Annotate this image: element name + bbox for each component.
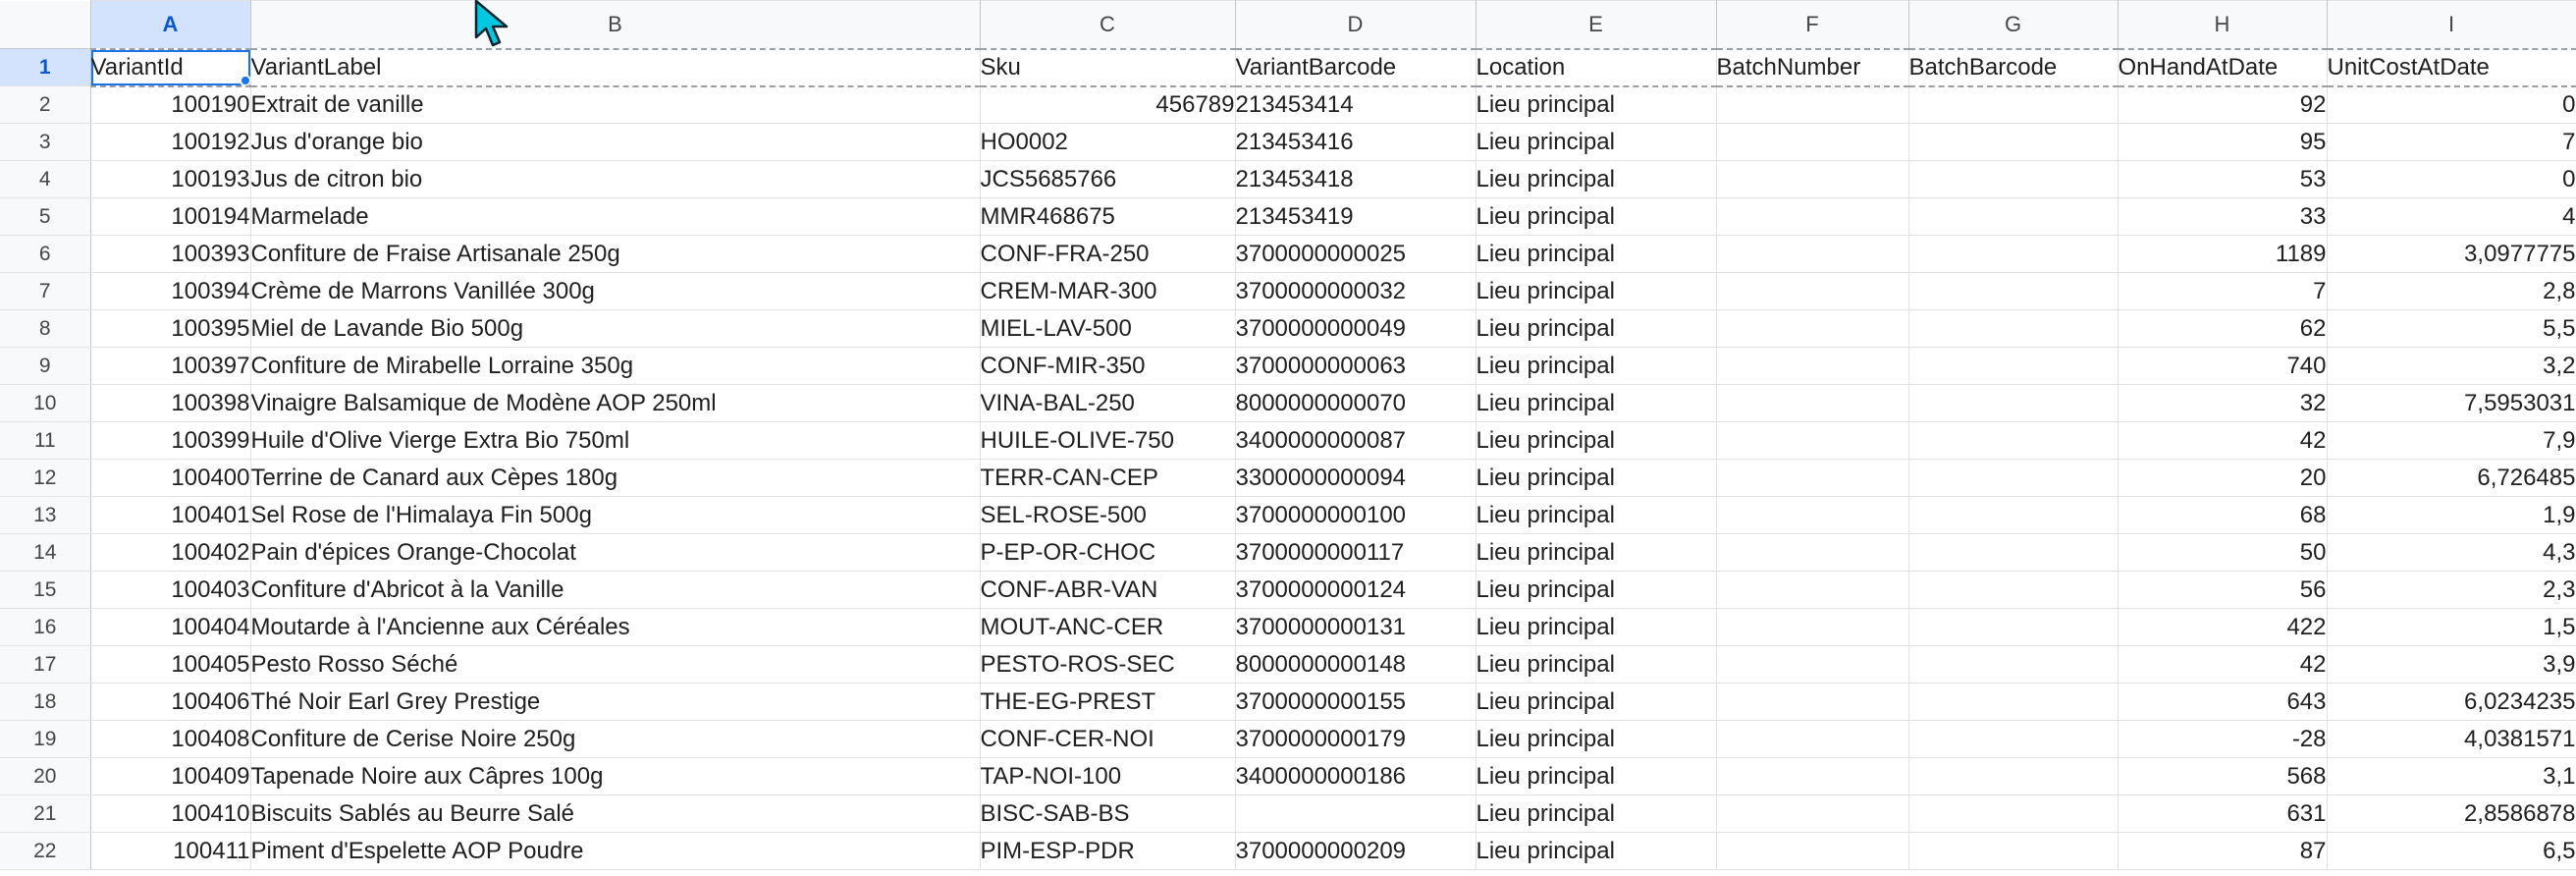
cell-e20[interactable]: Lieu principal bbox=[1476, 758, 1716, 795]
cell-b19[interactable]: Confiture de Cerise Noire 250g bbox=[250, 721, 980, 758]
cell-c3[interactable]: HO0002 bbox=[980, 124, 1235, 161]
cell-h7[interactable]: 7 bbox=[2118, 273, 2327, 310]
cell-f12[interactable] bbox=[1716, 460, 1908, 497]
cell-g17[interactable] bbox=[1908, 646, 2118, 684]
column-header-f[interactable]: F bbox=[1716, 1, 1908, 49]
cell-g8[interactable] bbox=[1908, 310, 2118, 348]
cell-e14[interactable]: Lieu principal bbox=[1476, 534, 1716, 572]
table-row bbox=[0, 161, 2576, 198]
cell-g1[interactable]: BatchBarcode bbox=[1908, 49, 2118, 86]
cell-e3[interactable]: Lieu principal bbox=[1476, 124, 1716, 161]
cell-h21[interactable]: 631 bbox=[2118, 795, 2327, 833]
cell-d11[interactable]: 3400000000087 bbox=[1235, 422, 1476, 460]
cell-g16[interactable] bbox=[1908, 609, 2118, 646]
cell-f19[interactable] bbox=[1716, 721, 1908, 758]
cell-b13[interactable]: Sel Rose de l'Himalaya Fin 500g bbox=[250, 497, 980, 534]
cell-a21[interactable]: 100410 bbox=[90, 795, 250, 833]
cell-h11[interactable]: 42 bbox=[2118, 422, 2327, 460]
cell-i3[interactable]: 7 bbox=[2327, 124, 2576, 161]
cell-f3[interactable] bbox=[1716, 124, 1908, 161]
cell-g10[interactable] bbox=[1908, 385, 2118, 422]
cell-e10[interactable]: Lieu principal bbox=[1476, 385, 1716, 422]
row-header-16[interactable]: 16 bbox=[0, 609, 90, 646]
cell-h20[interactable]: 568 bbox=[2118, 758, 2327, 795]
cell-f5[interactable] bbox=[1716, 198, 1908, 236]
cell-d22[interactable]: 3700000000209 bbox=[1235, 833, 1476, 870]
cell-i11[interactable]: 7,9 bbox=[2327, 422, 2576, 460]
column-header-g[interactable]: G bbox=[1908, 1, 2118, 49]
row-header-11[interactable]: 11 bbox=[0, 422, 90, 460]
cell-b12[interactable]: Terrine de Canard aux Cèpes 180g bbox=[250, 460, 980, 497]
cell-e13[interactable]: Lieu principal bbox=[1476, 497, 1716, 534]
row-header-18[interactable]: 18 bbox=[0, 684, 90, 721]
row-header-14[interactable]: 14 bbox=[0, 534, 90, 572]
table-row bbox=[0, 572, 2576, 609]
column-header-e[interactable]: E bbox=[1476, 1, 1716, 49]
cell-i17[interactable]: 3,9 bbox=[2327, 646, 2576, 684]
cell-f22[interactable] bbox=[1716, 833, 1908, 870]
cell-d21[interactable] bbox=[1235, 795, 1476, 833]
cell-g14[interactable] bbox=[1908, 534, 2118, 572]
cell-a13[interactable]: 100401 bbox=[90, 497, 250, 534]
cell-h5[interactable]: 33 bbox=[2118, 198, 2327, 236]
cell-f2[interactable] bbox=[1716, 86, 1908, 124]
table-row bbox=[0, 795, 2576, 833]
cell-f7[interactable] bbox=[1716, 273, 1908, 310]
cell-d17[interactable]: 8000000000148 bbox=[1235, 646, 1476, 684]
row-header-19[interactable]: 19 bbox=[0, 721, 90, 758]
cell-c18[interactable]: THE-EG-PREST bbox=[980, 684, 1235, 721]
row-header-20[interactable]: 20 bbox=[0, 758, 90, 795]
cell-i8[interactable]: 5,5 bbox=[2327, 310, 2576, 348]
cell-i4[interactable]: 0 bbox=[2327, 161, 2576, 198]
cell-f4[interactable] bbox=[1716, 161, 1908, 198]
cell-i20[interactable]: 3,1 bbox=[2327, 758, 2576, 795]
cell-a11[interactable]: 100399 bbox=[90, 422, 250, 460]
cell-b18[interactable]: Thé Noir Earl Grey Prestige bbox=[250, 684, 980, 721]
cell-d12[interactable]: 3300000000094 bbox=[1235, 460, 1476, 497]
cell-e11[interactable]: Lieu principal bbox=[1476, 422, 1716, 460]
cell-c17[interactable]: PESTO-ROS-SEC bbox=[980, 646, 1235, 684]
cell-b8[interactable]: Miel de Lavande Bio 500g bbox=[250, 310, 980, 348]
cell-d16[interactable]: 3700000000131 bbox=[1235, 609, 1476, 646]
cell-g12[interactable] bbox=[1908, 460, 2118, 497]
cell-f6[interactable] bbox=[1716, 236, 1908, 273]
row-header-12[interactable]: 12 bbox=[0, 460, 90, 497]
cell-b1[interactable]: VariantLabel bbox=[250, 49, 980, 86]
cell-d10[interactable]: 8000000000070 bbox=[1235, 385, 1476, 422]
cell-i9[interactable]: 3,2 bbox=[2327, 348, 2576, 385]
cell-b3[interactable]: Jus d'orange bio bbox=[250, 124, 980, 161]
cell-c2[interactable]: 456789 bbox=[980, 86, 1235, 124]
cell-d18[interactable]: 3700000000155 bbox=[1235, 684, 1476, 721]
row-header-2[interactable]: 2 bbox=[0, 86, 90, 124]
cell-b2[interactable]: Extrait de vanille bbox=[250, 86, 980, 124]
row-header-7[interactable]: 7 bbox=[0, 273, 90, 310]
cell-c21[interactable]: BISC-SAB-BS bbox=[980, 795, 1235, 833]
cell-c6[interactable]: CONF-FRA-250 bbox=[980, 236, 1235, 273]
table-row bbox=[0, 236, 2576, 273]
cell-f1[interactable]: BatchNumber bbox=[1716, 49, 1908, 86]
cell-h1[interactable]: OnHandAtDate bbox=[2118, 49, 2327, 86]
table-row bbox=[0, 721, 2576, 758]
cell-d6[interactable]: 3700000000025 bbox=[1235, 236, 1476, 273]
cell-d15[interactable]: 3700000000124 bbox=[1235, 572, 1476, 609]
row-header-10[interactable]: 10 bbox=[0, 385, 90, 422]
cell-a5[interactable]: 100194 bbox=[90, 198, 250, 236]
cell-d4[interactable]: 213453418 bbox=[1235, 161, 1476, 198]
cell-h2[interactable]: 92 bbox=[2118, 86, 2327, 124]
row-header-9[interactable]: 9 bbox=[0, 348, 90, 385]
cell-i22[interactable]: 6,5 bbox=[2327, 833, 2576, 870]
cell-c15[interactable]: CONF-ABR-VAN bbox=[980, 572, 1235, 609]
cell-i15[interactable]: 2,3 bbox=[2327, 572, 2576, 609]
row-header-3[interactable]: 3 bbox=[0, 124, 90, 161]
table-row bbox=[0, 833, 2576, 870]
cell-h22[interactable]: 87 bbox=[2118, 833, 2327, 870]
cell-d20[interactable]: 3400000000186 bbox=[1235, 758, 1476, 795]
cell-g4[interactable] bbox=[1908, 161, 2118, 198]
cell-g3[interactable] bbox=[1908, 124, 2118, 161]
cell-d19[interactable]: 3700000000179 bbox=[1235, 721, 1476, 758]
cell-i21[interactable]: 2,8586878 bbox=[2327, 795, 2576, 833]
cell-a22[interactable]: 100411 bbox=[90, 833, 250, 870]
cell-a10[interactable]: 100398 bbox=[90, 385, 250, 422]
cell-b7[interactable]: Crème de Marrons Vanillée 300g bbox=[250, 273, 980, 310]
cell-h9[interactable]: 740 bbox=[2118, 348, 2327, 385]
table-row bbox=[0, 534, 2576, 572]
cell-e4[interactable]: Lieu principal bbox=[1476, 161, 1716, 198]
column-header-c[interactable]: C bbox=[980, 1, 1235, 49]
row-header-8[interactable]: 8 bbox=[0, 310, 90, 348]
cell-f10[interactable] bbox=[1716, 385, 1908, 422]
cell-e2[interactable]: Lieu principal bbox=[1476, 86, 1716, 124]
cell-b14[interactable]: Pain d'épices Orange-Chocolat bbox=[250, 534, 980, 572]
cell-f9[interactable] bbox=[1716, 348, 1908, 385]
table-row bbox=[0, 310, 2576, 348]
cell-e1[interactable]: Location bbox=[1476, 49, 1716, 86]
cell-f13[interactable] bbox=[1716, 497, 1908, 534]
cell-c9[interactable]: CONF-MIR-350 bbox=[980, 348, 1235, 385]
cell-g13[interactable] bbox=[1908, 497, 2118, 534]
table-row bbox=[0, 497, 2576, 534]
cell-e12[interactable]: Lieu principal bbox=[1476, 460, 1716, 497]
cell-f14[interactable] bbox=[1716, 534, 1908, 572]
cell-g18[interactable] bbox=[1908, 684, 2118, 721]
cell-g2[interactable] bbox=[1908, 86, 2118, 124]
table-row bbox=[0, 124, 2576, 161]
table-row bbox=[0, 49, 2576, 86]
table-row bbox=[0, 460, 2576, 497]
table-row bbox=[0, 198, 2576, 236]
cell-h19[interactable]: -28 bbox=[2118, 721, 2327, 758]
cell-d5[interactable]: 213453419 bbox=[1235, 198, 1476, 236]
cell-a17[interactable]: 100405 bbox=[90, 646, 250, 684]
cell-d8[interactable]: 3700000000049 bbox=[1235, 310, 1476, 348]
cell-d1[interactable]: VariantBarcode bbox=[1235, 49, 1476, 86]
column-header-i[interactable]: I bbox=[2327, 1, 2576, 49]
cell-f15[interactable] bbox=[1716, 572, 1908, 609]
cell-i19[interactable]: 4,0381571 bbox=[2327, 721, 2576, 758]
cell-g21[interactable] bbox=[1908, 795, 2118, 833]
cell-a1[interactable] bbox=[90, 49, 250, 86]
cell-c14[interactable]: P-EP-OR-CHOC bbox=[980, 534, 1235, 572]
cell-f17[interactable] bbox=[1716, 646, 1908, 684]
cell-g19[interactable] bbox=[1908, 721, 2118, 758]
cell-c19[interactable]: CONF-CER-NOI bbox=[980, 721, 1235, 758]
cell-h18[interactable]: 643 bbox=[2118, 684, 2327, 721]
row-header-17[interactable]: 17 bbox=[0, 646, 90, 684]
cell-g7[interactable] bbox=[1908, 273, 2118, 310]
cell-e18[interactable]: Lieu principal bbox=[1476, 684, 1716, 721]
cell-g5[interactable] bbox=[1908, 198, 2118, 236]
cell-h14[interactable]: 50 bbox=[2118, 534, 2327, 572]
cell-d3[interactable]: 213453416 bbox=[1235, 124, 1476, 161]
select-all-corner[interactable] bbox=[0, 1, 90, 49]
cell-i18[interactable]: 6,0234235 bbox=[2327, 684, 2576, 721]
cell-a7[interactable]: 100394 bbox=[90, 273, 250, 310]
cell-g20[interactable] bbox=[1908, 758, 2118, 795]
cell-g11[interactable] bbox=[1908, 422, 2118, 460]
column-header-h[interactable]: H bbox=[2118, 1, 2327, 49]
row-header-13[interactable]: 13 bbox=[0, 497, 90, 534]
cell-h17[interactable]: 42 bbox=[2118, 646, 2327, 684]
cell-e9[interactable]: Lieu principal bbox=[1476, 348, 1716, 385]
cell-h16[interactable]: 422 bbox=[2118, 609, 2327, 646]
cell-a18[interactable]: 100406 bbox=[90, 684, 250, 721]
cell-h6[interactable]: 1189 bbox=[2118, 236, 2327, 273]
cell-g6[interactable] bbox=[1908, 236, 2118, 273]
cell-c22[interactable]: PIM-ESP-PDR bbox=[980, 833, 1235, 870]
cell-i1[interactable]: UnitCostAtDate bbox=[2327, 49, 2576, 86]
row-header-1[interactable]: 1 bbox=[0, 49, 90, 86]
cell-h8[interactable]: 62 bbox=[2118, 310, 2327, 348]
cell-c11[interactable]: HUILE-OLIVE-750 bbox=[980, 422, 1235, 460]
cell-f8[interactable] bbox=[1716, 310, 1908, 348]
cell-f18[interactable] bbox=[1716, 684, 1908, 721]
cell-b9[interactable]: Confiture de Mirabelle Lorraine 350g bbox=[250, 348, 980, 385]
cell-a3[interactable]: 100192 bbox=[90, 124, 250, 161]
cell-d13[interactable]: 3700000000100 bbox=[1235, 497, 1476, 534]
row-header-4[interactable]: 4 bbox=[0, 161, 90, 198]
cell-d14[interactable]: 3700000000117 bbox=[1235, 534, 1476, 572]
cell-i16[interactable]: 1,5 bbox=[2327, 609, 2576, 646]
cell-b16[interactable]: Moutarde à l'Ancienne aux Céréales bbox=[250, 609, 980, 646]
row-header-6[interactable]: 6 bbox=[0, 236, 90, 273]
table-row bbox=[0, 609, 2576, 646]
cell-c13[interactable]: SEL-ROSE-500 bbox=[980, 497, 1235, 534]
cell-i12[interactable]: 6,726485 bbox=[2327, 460, 2576, 497]
cell-g22[interactable] bbox=[1908, 833, 2118, 870]
cell-b15[interactable]: Confiture d'Abricot à la Vanille bbox=[250, 572, 980, 609]
cell-g9[interactable] bbox=[1908, 348, 2118, 385]
row-header-21[interactable]: 21 bbox=[0, 795, 90, 833]
cell-e21[interactable]: Lieu principal bbox=[1476, 795, 1716, 833]
table-row bbox=[0, 385, 2576, 422]
row-header-5[interactable]: 5 bbox=[0, 198, 90, 236]
cell-h13[interactable]: 68 bbox=[2118, 497, 2327, 534]
cell-e16[interactable]: Lieu principal bbox=[1476, 609, 1716, 646]
cell-a6[interactable]: 100393 bbox=[90, 236, 250, 273]
cell-b4[interactable]: Jus de citron bio bbox=[250, 161, 980, 198]
cell-a2[interactable]: 100190 bbox=[90, 86, 250, 124]
table-row bbox=[0, 422, 2576, 460]
cell-i14[interactable]: 4,3 bbox=[2327, 534, 2576, 572]
cell-h4[interactable]: 53 bbox=[2118, 161, 2327, 198]
cell-f20[interactable] bbox=[1716, 758, 1908, 795]
cell-a15[interactable]: 100403 bbox=[90, 572, 250, 609]
cell-i2[interactable]: 0 bbox=[2327, 86, 2576, 124]
cell-h15[interactable]: 56 bbox=[2118, 572, 2327, 609]
cell-d2[interactable]: 213453414 bbox=[1235, 86, 1476, 124]
column-header-row bbox=[0, 1, 2576, 49]
cell-d9[interactable]: 3700000000063 bbox=[1235, 348, 1476, 385]
cell-c16[interactable]: MOUT-ANC-CER bbox=[980, 609, 1235, 646]
cell-i13[interactable]: 1,9 bbox=[2327, 497, 2576, 534]
cell-e6[interactable]: Lieu principal bbox=[1476, 236, 1716, 273]
cell-a20[interactable]: 100409 bbox=[90, 758, 250, 795]
cell-f21[interactable] bbox=[1716, 795, 1908, 833]
cell-b5[interactable]: Marmelade bbox=[250, 198, 980, 236]
cell-h3[interactable]: 95 bbox=[2118, 124, 2327, 161]
cell-e5[interactable]: Lieu principal bbox=[1476, 198, 1716, 236]
cell-f16[interactable] bbox=[1716, 609, 1908, 646]
cell-b20[interactable]: Tapenade Noire aux Câpres 100g bbox=[250, 758, 980, 795]
cell-b10[interactable]: Vinaigre Balsamique de Modène AOP 250ml bbox=[250, 385, 980, 422]
cell-a9[interactable]: 100397 bbox=[90, 348, 250, 385]
cell-a14[interactable]: 100402 bbox=[90, 534, 250, 572]
cell-c12[interactable]: TERR-CAN-CEP bbox=[980, 460, 1235, 497]
table-row bbox=[0, 348, 2576, 385]
fill-handle[interactable] bbox=[240, 75, 251, 86]
cell-e17[interactable]: Lieu principal bbox=[1476, 646, 1716, 684]
cell-b6[interactable]: Confiture de Fraise Artisanale 250g bbox=[250, 236, 980, 273]
cell-e15[interactable]: Lieu principal bbox=[1476, 572, 1716, 609]
cell-c1[interactable]: Sku bbox=[980, 49, 1235, 86]
cell-a19[interactable]: 100408 bbox=[90, 721, 250, 758]
cell-a8[interactable]: 100395 bbox=[90, 310, 250, 348]
cell-g15[interactable] bbox=[1908, 572, 2118, 609]
cell-i10[interactable]: 7,5953031 bbox=[2327, 385, 2576, 422]
cell-i7[interactable]: 2,8 bbox=[2327, 273, 2576, 310]
cell-a4[interactable]: 100193 bbox=[90, 161, 250, 198]
row-header-22[interactable]: 22 bbox=[0, 833, 90, 870]
cell-d7[interactable]: 3700000000032 bbox=[1235, 273, 1476, 310]
table-row bbox=[0, 273, 2576, 310]
table-row bbox=[0, 86, 2576, 124]
cell-c4[interactable]: JCS5685766 bbox=[980, 161, 1235, 198]
cell-c20[interactable]: TAP-NOI-100 bbox=[980, 758, 1235, 795]
table-row bbox=[0, 646, 2576, 684]
cell-c8[interactable]: MIEL-LAV-500 bbox=[980, 310, 1235, 348]
cell-b22[interactable]: Piment d'Espelette AOP Poudre bbox=[250, 833, 980, 870]
cell-c7[interactable]: CREM-MAR-300 bbox=[980, 273, 1235, 310]
cell-e8[interactable]: Lieu principal bbox=[1476, 310, 1716, 348]
cell-text: VariantId bbox=[90, 53, 184, 81]
cell-a12[interactable]: 100400 bbox=[90, 460, 250, 497]
cell-c10[interactable]: VINA-BAL-250 bbox=[980, 385, 1235, 422]
row-header-15[interactable]: 15 bbox=[0, 572, 90, 609]
column-header-d[interactable]: D bbox=[1235, 1, 1476, 49]
cell-e7[interactable]: Lieu principal bbox=[1476, 273, 1716, 310]
cell-h10[interactable]: 32 bbox=[2118, 385, 2327, 422]
cell-f11[interactable] bbox=[1716, 422, 1908, 460]
column-header-b[interactable]: B bbox=[250, 1, 980, 49]
cell-h12[interactable]: 20 bbox=[2118, 460, 2327, 497]
cell-b11[interactable]: Huile d'Olive Vierge Extra Bio 750ml bbox=[250, 422, 980, 460]
cell-e22[interactable]: Lieu principal bbox=[1476, 833, 1716, 870]
table-row bbox=[0, 758, 2576, 795]
table-row bbox=[0, 684, 2576, 721]
cell-i5[interactable]: 4 bbox=[2327, 198, 2576, 236]
cell-b17[interactable]: Pesto Rosso Séché bbox=[250, 646, 980, 684]
column-header-a[interactable]: A bbox=[90, 1, 250, 49]
cell-b21[interactable]: Biscuits Sablés au Beurre Salé bbox=[250, 795, 980, 833]
cell-a16[interactable]: 100404 bbox=[90, 609, 250, 646]
cell-e19[interactable]: Lieu principal bbox=[1476, 721, 1716, 758]
cell-c5[interactable]: MMR468675 bbox=[980, 198, 1235, 236]
cell-i6[interactable]: 3,0977775 bbox=[2327, 236, 2576, 273]
